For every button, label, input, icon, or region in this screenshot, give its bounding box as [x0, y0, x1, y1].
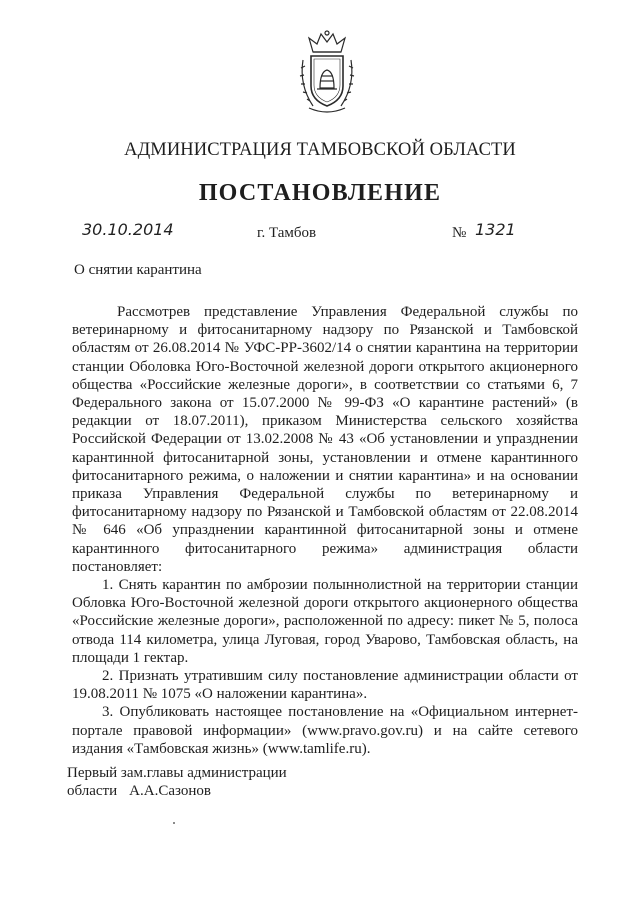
signatory-position: Первый зам.главы администрации [67, 765, 287, 781]
signatory-name: А.А.Сазонов [129, 783, 211, 799]
signature-block [67, 764, 287, 800]
resolution-item-3: 3. Опубликовать настоящее постановление на «Официальном интернет-портале правовой информации» (www.pravo.gov.ru) и на сайте сетевого издания «Тамбовская жизнь» (www.tamlife.ru). [72, 704, 578, 757]
document-subject: О снятии карантина [74, 262, 202, 278]
organization-header: АДМИНИСТРАЦИЯ ТАМБОВСКОЙ ОБЛАСТИ [124, 140, 516, 160]
document-type-title: ПОСТАНОВЛЕНИЕ [198, 180, 442, 206]
document-body [72, 303, 578, 758]
coat-of-arms-emblem [295, 30, 359, 116]
handwritten-date: 30.10.2014 [82, 220, 174, 239]
resolution-item-2: 2. Признать утратившим силу постановление администрации области от 19.08.2011 № 1075 «О наложении карантина». [72, 668, 578, 703]
city-label: г. Тамбов [257, 225, 317, 241]
handwritten-number: 1321 [475, 220, 516, 239]
scan-speck [173, 822, 175, 824]
number-sign: № [452, 225, 467, 241]
resolution-item-1: 1. Снять карантин по амброзии полыннолистной на территории станции Обловка Юго-Восточной железной дороги открытого акционерного общества «Российские железные дороги», расположенной по адресу: пикет № 5, полоса отвода 114 километра, улица Луговая, город Уварово, Тамбовская область, на площади 1 гектар. [72, 577, 578, 666]
signatory-position-line2: области [67, 783, 118, 799]
preamble-paragraph: Рассмотрев представление Управления Федеральной службы по ветеринарному и фитосанитарному надзору по Рязанской и Тамбовской областям от 26.08.2014 № УФС-РР-3602/14 о снятии карантина на территории станции Оболовка Юго-Восточной железной дороги открытого акционерного общества «Российские железные дороги», в соответствии со статьями 6, 7 Федерального закона от 15.07.2000 № 99-ФЗ «О карантине растений» (в редакции от 18.07.2011), приказом Министерства сельского хозяйства Российской Федерации от 13.02.2008 № 43 «Об установлении и упразднении карантинной фитосанитарной зоны, установлении и отмене карантинного фитосанитарного режима, о наложении и снятии карантина» и на основании приказа Управления Федеральной службы по ветеринарному и фитосанитарному надзору по Рязанской и Тамбовской областям от 22.08.2014 № 646 «Об упразднении карантинной фитосанитарной зоны и отмене карантинного фитосанитарного режима» администрация области постановляет: [72, 304, 578, 575]
